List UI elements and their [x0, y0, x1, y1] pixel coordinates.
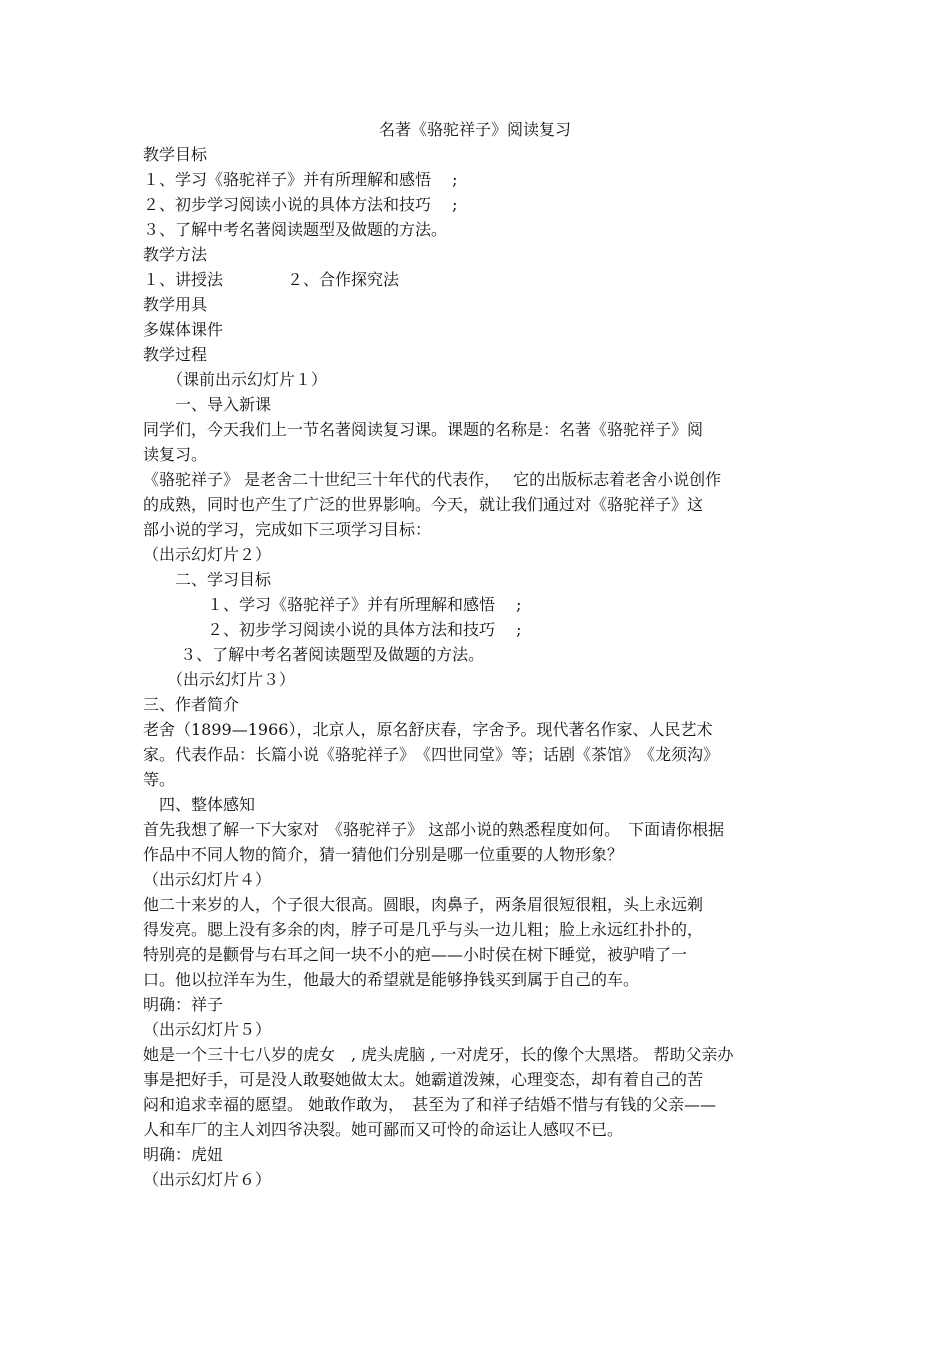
text-line: 三、作者简介 — [143, 695, 240, 714]
text-line: 二、学习目标 — [143, 570, 272, 589]
text-line: 四、整体感知 — [143, 795, 256, 814]
text-line: 部小说的学习，完成如下三项学习目标： — [143, 520, 432, 539]
text-line: （出示幻灯片４） — [143, 870, 272, 889]
text-line: 的成熟，同时也产生了广泛的世界影响。今天，就让我们通过对《骆驼祥子》这 — [143, 495, 704, 514]
text-line: 多媒体课件 — [143, 320, 224, 339]
text-line: 得发亮。腮上没有多余的肉，脖子可是几乎与头一边儿粗；脸上永远红扑扑的， — [143, 920, 704, 939]
page-title: 名著《骆驼祥子》阅读复习 — [378, 120, 571, 139]
text-line: 闷和追求幸福的愿望。 她敢作敢为， 甚至为了和祥子结婚不惜与有钱的父亲—— — [143, 1095, 717, 1114]
text-line: 教学目标 — [143, 145, 208, 164]
text-line: 口。他以拉洋车为生，他最大的希望就是能够挣钱买到属于自己的车。 — [143, 970, 640, 989]
text-line: 人和车厂的主人刘四爷决裂。她可鄙而又可怜的命运让人感叹不已。 — [143, 1120, 624, 1139]
text-line: 教学过程 — [143, 345, 208, 364]
text-line: （出示幻灯片２） — [143, 545, 272, 564]
text-line: 读复习。 — [143, 445, 208, 464]
text-line: 《骆驼祥子》 是老舍二十世纪三十年代的代表作， 它的出版标志着老舍小说创作 — [143, 470, 722, 489]
text-line: 教学用具 — [143, 295, 208, 314]
text-line: ２、初步学习阅读小说的具体方法和技巧 ; — [143, 620, 522, 639]
text-line: 她是一个三十七八岁的虎女 , 虎头虎脑 , 一对虎牙，长的像个大黑塔。 帮助父亲办 — [143, 1045, 734, 1064]
text-line: 作品中不同人物的简介，猜一猜他们分别是哪一位重要的人物形象？ — [143, 845, 624, 864]
text-line: 他二十来岁的人，个子很大很高。圆眼，肉鼻子，两条眉很短很粗，头上永远剃 — [143, 895, 704, 914]
text-line: １、学习《骆驼祥子》并有所理解和感悟 ; — [143, 595, 522, 614]
text-line: 等。 — [143, 770, 176, 789]
text-line: 老舍（1899—1966），北京人，原名舒庆春，字舍予。现代著名作家、人民艺术 — [143, 720, 713, 739]
text-line: ３、了解中考名著阅读题型及做题的方法。 — [143, 220, 448, 239]
text-line: （课前出示幻灯片１） — [143, 370, 328, 389]
text-line: （出示幻灯片６） — [143, 1170, 272, 1189]
text-line: ３、了解中考名著阅读题型及做题的方法。 — [143, 645, 485, 664]
text-line: 家。代表作品：长篇小说《骆驼祥子》 《四世同堂》等；话剧《茶馆》 《龙须沟》 — [143, 745, 720, 764]
text-line: （出示幻灯片３） — [143, 670, 296, 689]
text-line: 事是把好手，可是没人敢娶她做太太。她霸道泼辣，心理变态，却有着自己的苦 — [143, 1070, 704, 1089]
text-line: 特别亮的是颧骨与右耳之间一块不小的疤——小时侯在树下睡觉，被驴啃了一 — [143, 945, 688, 964]
text-line: 首先我想了解一下大家对 《骆驼祥子》 这部小说的熟悉程度如何。 下面请你根据 — [143, 820, 725, 839]
text-line: 教学方法 — [143, 245, 208, 264]
text-line: １、学习《骆驼祥子》并有所理解和感悟 ; — [143, 170, 458, 189]
text-line: 同学们，今天我们上一节名著阅读复习课。课题的名称是：名著《骆驼祥子》阅 — [143, 420, 704, 439]
text-line: （出示幻灯片５） — [143, 1020, 272, 1039]
text-line: 一、导入新课 — [143, 395, 272, 414]
text-line: ２、初步学习阅读小说的具体方法和技巧 ; — [143, 195, 458, 214]
text-line: 明确：祥子 — [143, 995, 224, 1014]
text-line: １、讲授法 ２、合作探究法 — [143, 270, 400, 289]
text-line: 明确：虎妞 — [143, 1145, 224, 1164]
